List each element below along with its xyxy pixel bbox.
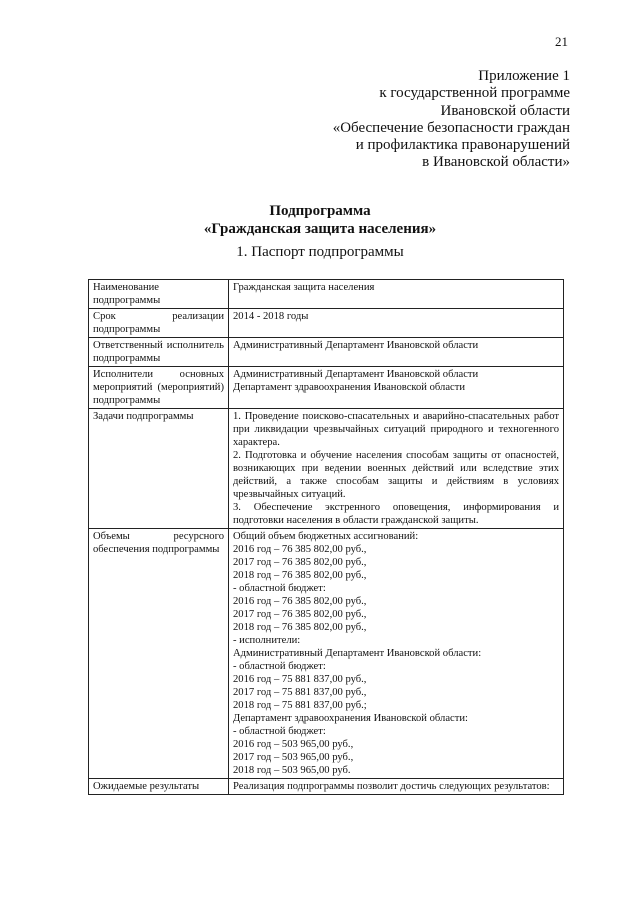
value-line: Департамент здравоохранения Ивановской области: xyxy=(233,713,468,724)
row-value xyxy=(229,779,564,795)
row-value xyxy=(229,309,564,338)
value-line: Административный Департамент Ивановской области xyxy=(233,340,479,351)
value-line: Гражданская защита населения xyxy=(233,282,375,293)
page-number: 21 xyxy=(555,34,568,49)
passport-section-title: 1. Паспорт подпрограммы xyxy=(236,244,404,260)
table-row xyxy=(89,779,564,795)
appendix-line: в Ивановской области» xyxy=(422,154,570,171)
value-line: 2017 год – 76 385 802,00 руб., xyxy=(233,609,367,620)
value-line: 2014 - 2018 годы xyxy=(233,311,309,322)
table-row xyxy=(89,529,564,779)
row-label: Исполнители основных мероприятий (мероприятий) подпрограммы xyxy=(89,367,229,409)
value-line: 2016 год – 503 965,00 руб., xyxy=(233,739,354,750)
value-line: 2016 год – 76 385 802,00 руб., xyxy=(233,544,367,555)
value-line: - исполнители: xyxy=(233,635,301,646)
row-value xyxy=(229,367,564,409)
value-line: - областной бюджет: xyxy=(233,661,326,672)
value-line: 2018 год – 76 385 802,00 руб., xyxy=(233,570,367,581)
value-line: Общий объем бюджетных ассигнований: xyxy=(233,531,419,542)
row-label: Срок реализации подпрограммы xyxy=(89,309,229,338)
value-line: 2016 год – 76 385 802,00 руб., xyxy=(233,596,367,607)
row-value xyxy=(229,280,564,309)
value-line: 2017 год – 75 881 837,00 руб., xyxy=(233,687,367,698)
value-line: 3. Обеспечение экстренного оповещения, информирования и подготовки населения в области гражданской защиты. xyxy=(233,502,559,526)
table-row xyxy=(89,280,564,309)
value-line: 2018 год – 75 881 837,00 руб.; xyxy=(233,700,367,711)
value-line: 1. Проведение поисково-спасательных и аварийно-спасательных работ при ликвидации чрезвычайных ситуаций природного и техногенного характера. xyxy=(233,411,559,448)
table-row xyxy=(89,338,564,367)
value-line: Реализация подпрограммы позволит достичь следующих результатов: xyxy=(233,781,550,792)
row-value xyxy=(229,529,564,779)
row-label: Наименование подпрограммы xyxy=(89,280,229,309)
table-row xyxy=(89,409,564,529)
table-row xyxy=(89,309,564,338)
subprogram-name: «Гражданская защита населения» xyxy=(203,221,437,237)
value-line: 2017 год – 76 385 802,00 руб., xyxy=(233,557,367,568)
row-label: Задачи подпрограммы xyxy=(89,409,229,529)
row-value xyxy=(229,409,564,529)
value-line: 2017 год – 503 965,00 руб., xyxy=(233,752,354,763)
row-label: Объемы ресурсного обеспечения подпрограммы xyxy=(89,529,229,779)
value-line: 2016 год – 75 881 837,00 руб., xyxy=(233,674,367,685)
appendix-header xyxy=(333,68,570,172)
row-label: Ожидаемые результаты xyxy=(89,779,229,795)
row-label: Ответственный исполнитель подпрограммы xyxy=(89,338,229,367)
subprogram-title: Подпрограмма xyxy=(269,203,371,219)
value-line: Административный Департамент Ивановской области xyxy=(233,369,479,380)
appendix-line: Ивановской области xyxy=(440,102,570,119)
passport-table xyxy=(88,279,564,795)
value-line: 2018 год – 503 965,00 руб. xyxy=(233,765,351,776)
appendix-line: и профилактика правонарушений xyxy=(355,137,570,154)
row-value xyxy=(229,338,564,367)
value-line: - областной бюджет: xyxy=(233,583,326,594)
value-line: 2. Подготовка и обучение населения способам защиты от опасностей, возникающих при ведении военных действий или вследствие этих действий, а также способам защиты и действиям в условиях чрезвычайных ситуаций. xyxy=(233,450,559,500)
value-line: 2018 год – 76 385 802,00 руб., xyxy=(233,622,367,633)
value-line: Департамент здравоохранения Ивановской области xyxy=(233,382,466,393)
appendix-line: к государственной программе xyxy=(379,85,570,102)
appendix-line: Приложение 1 xyxy=(478,68,570,84)
value-line: - областной бюджет: xyxy=(233,726,326,737)
appendix-line: «Обеспечение безопасности граждан xyxy=(332,119,570,136)
table-row xyxy=(89,367,564,409)
value-line: Административный Департамент Ивановской области: xyxy=(233,648,482,659)
